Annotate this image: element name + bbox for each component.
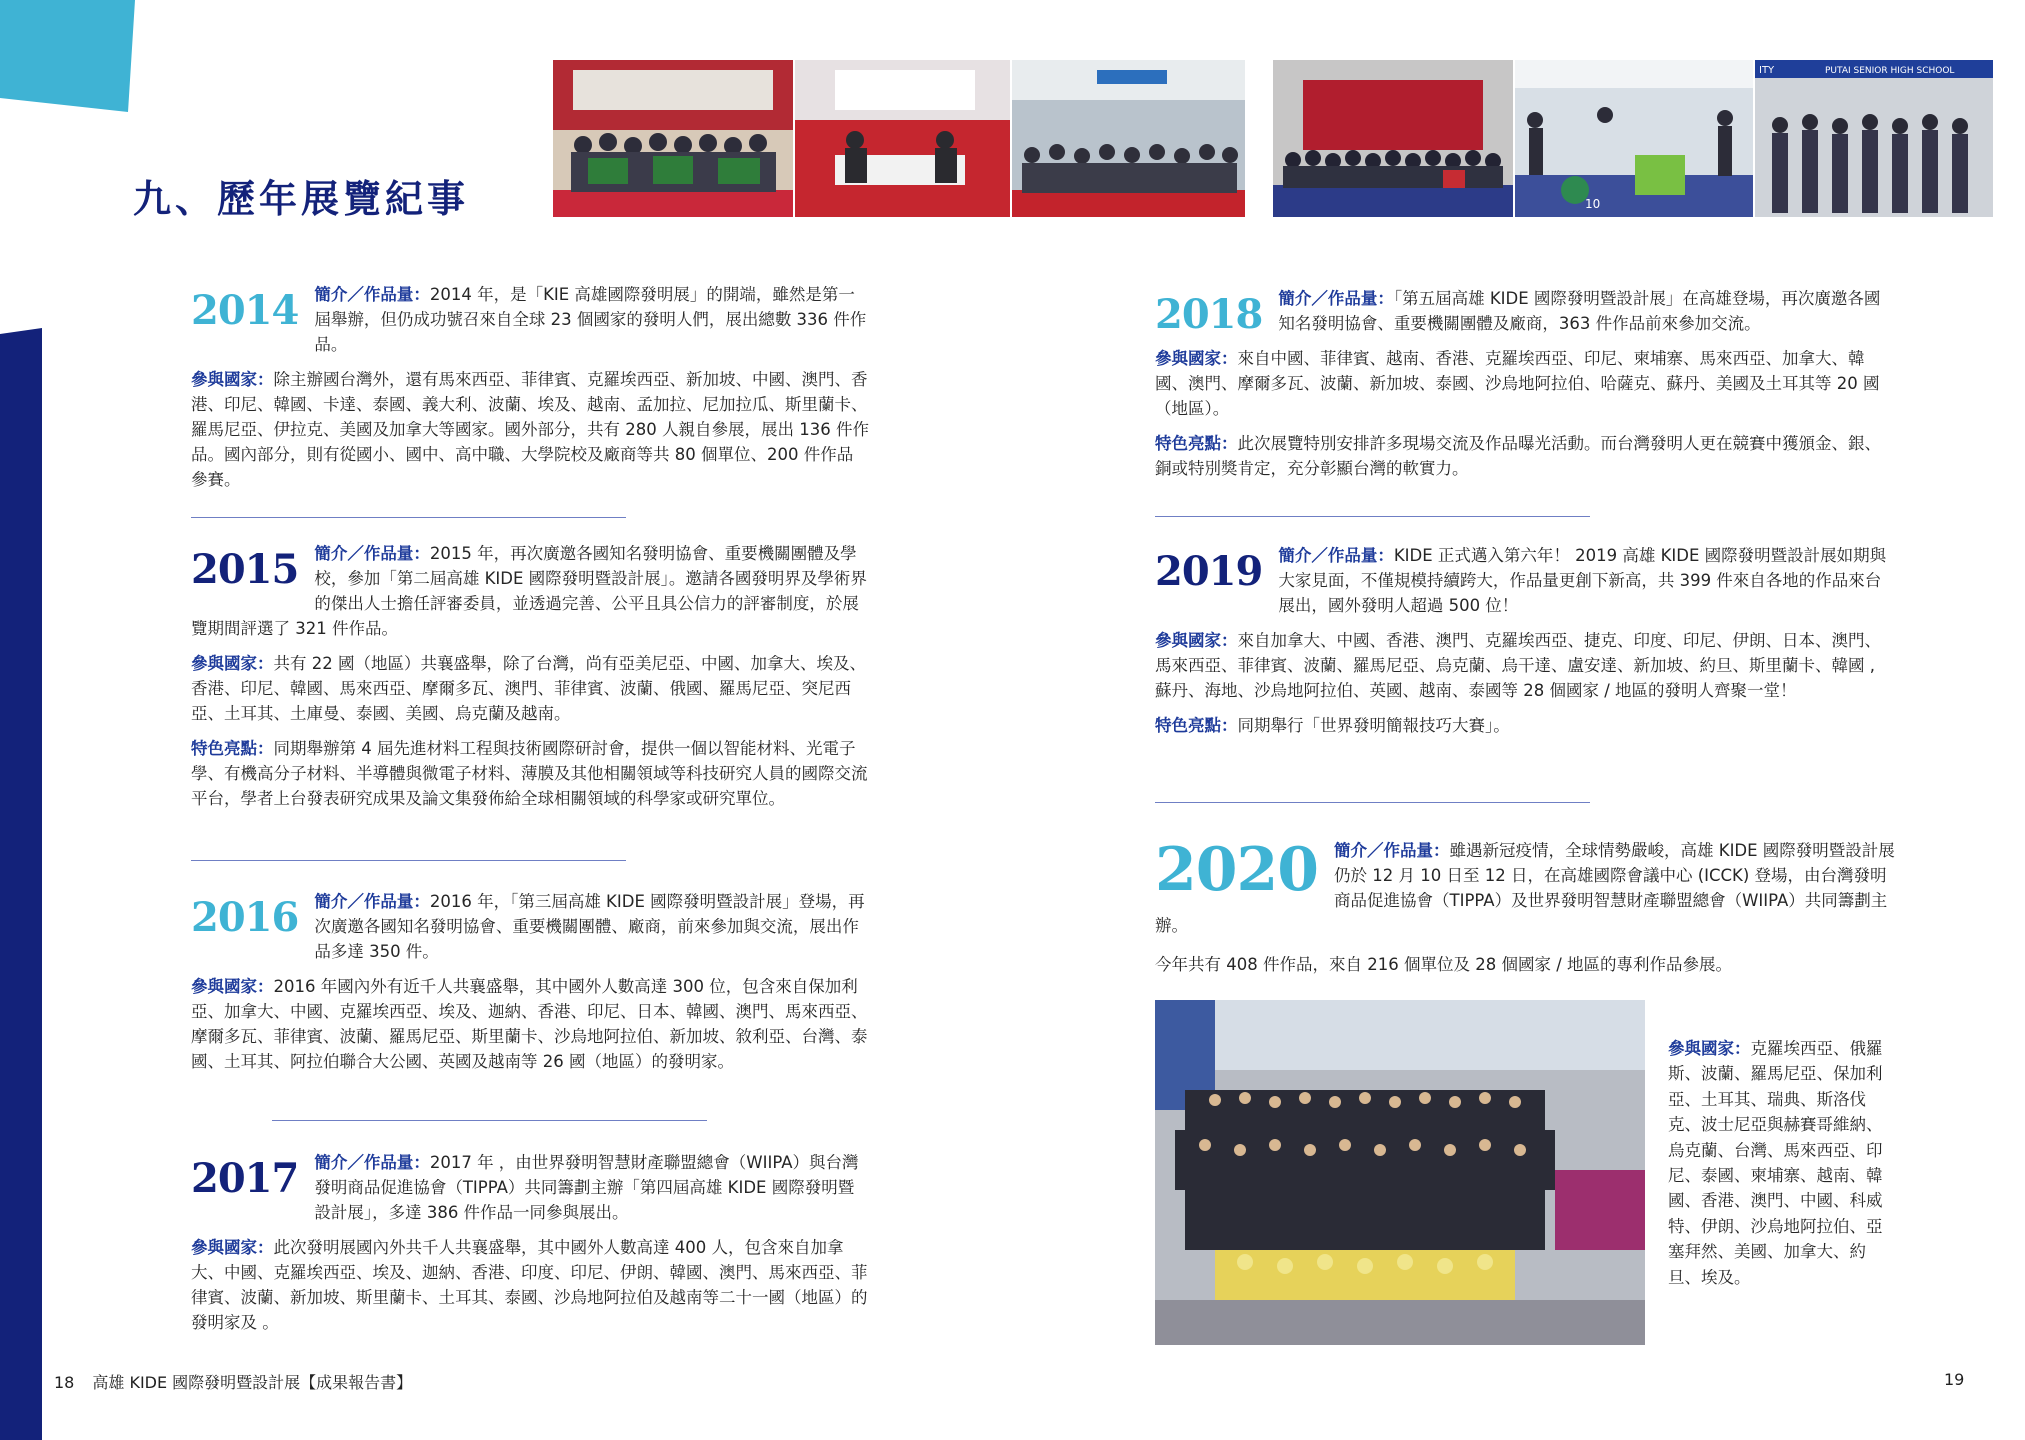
label-highlights: 特色亮點： (1155, 434, 1238, 453)
entry-intro-text: 2016 年，「第三屆高雄 KIDE 國際發明暨設計展」登場，再次廣邀各國知名發明協會、重要機關團體、廠商，前來參加與交流，展出作品多達 350 件。 (314, 892, 865, 961)
entry-countries-text: 除主辦國台灣外，還有馬來西亞、菲律賓、克羅埃西亞、新加坡、中國、澳門、香港、印尼、韓國、卡達、泰國、義大利、波蘭、埃及、越南、孟加拉、尼加拉瓜、斯里蘭卡、羅馬尼亞、伊拉克、美國及加拿大等國家。國外部分，共有 280 人親自參展，展出 136 件作品。國內部分，則有從國小、國中、高中職、大學院校及廠商等共 80 個單位、200 件作品參賽。 (191, 370, 869, 489)
book-title: 高雄 KIDE 國際發明暨設計展【成果報告書】 (92, 1373, 413, 1392)
entry-intro-text: KIDE 正式邁入第六年！ 2019 高雄 KIDE 國際發明暨設計展如期與大家見面，不僅規模持續跨大，作品量更創下新高，共 399 件來自各地的作品來台展出，國外發明人超過 500 位！ (1278, 546, 1887, 615)
label-countries: 參與國家： (1155, 349, 1238, 368)
entry-summary-text: 今年共有 408 件作品，來自 216 個單位及 28 個國家 / 地區的專利作品參展。 (1155, 955, 1733, 974)
label-intro: 簡介／作品量： (314, 544, 430, 563)
year-heading: 2020 (1155, 835, 1318, 905)
year-heading: 2017 (191, 1155, 299, 1202)
label-intro: 簡介／作品量： (1278, 546, 1394, 565)
entry-intro-text: 「第五屆高雄 KIDE 國際發明暨設計展」在高雄登場，再次廣邀各國知名發明協會、重要機關團體及廠商，363 件作品前來參加交流。 (1278, 289, 1881, 333)
label-countries: 參與國家： (191, 977, 274, 996)
label-countries: 參與國家： (191, 370, 274, 389)
separator-line (1155, 516, 1590, 517)
label-intro: 簡介／作品量： (1278, 289, 1394, 308)
entry-highlights-text: 同期舉辦第 4 屆先進材料工程與技術國際研討會，提供一個以智能材料、光電子學、有機高分子材料、半導體與微電子材料、薄膜及其他相關領域等科技研究人員的國際交流平台，學者上台發表研究成果及論文集發佈給全球相關領域的科學家或研究單位。 (191, 739, 868, 808)
year-heading: 2019 (1155, 548, 1263, 595)
entry-2019 (1155, 543, 1895, 748)
entry-2015 (191, 541, 869, 821)
label-countries: 參與國家： (191, 654, 274, 673)
label-intro: 簡介／作品量： (314, 1153, 430, 1172)
label-highlights: 特色亮點： (191, 739, 274, 758)
footer-left (54, 1370, 412, 1393)
separator-line (1155, 802, 1590, 803)
entry-2014 (191, 282, 869, 502)
photo-booth-exhibit (1515, 60, 1753, 217)
entry-intro-text: 2017 年 ，由世界發明智慧財產聯盟總會（WIIPA）與台灣發明商品促進協會（TIPPA）共同籌劃主辦「第四屆高雄 KIDE 國際發明暨設計展」，多達 386 件作品一同參與展出。 (314, 1153, 859, 1222)
label-countries: 參與國家： (1668, 1039, 1751, 1058)
entry-2016 (191, 889, 869, 1084)
year-heading: 2016 (191, 894, 299, 941)
label-countries: 參與國家： (191, 1238, 274, 1257)
entry-countries-text: 來自加拿大、中國、香港、澳門、克羅埃西亞、捷克、印度、印尼、伊朗、日本、澳門、馬來西亞、菲律賓、波蘭、羅馬尼亞、烏克蘭、烏干達、盧安達、新加坡、約旦、斯里蘭卡、韓國 , 蘇丹、海地、沙烏地阿拉伯、英國、越南、泰國等 28 個國家 / 地區的發明人齊聚一堂！ (1155, 631, 1881, 700)
separator-line (191, 517, 626, 518)
label-highlights: 特色亮點： (1155, 716, 1238, 735)
year-heading: 2018 (1155, 291, 1263, 338)
page-number-left: 18 (54, 1373, 75, 1392)
entry-countries-text: 克羅埃西亞、俄羅斯、波蘭、羅馬尼亞、保加利亞、土耳其、瑞典、斯洛伐克、波士尼亞與赫賽哥維納、烏克蘭、台灣、馬來西亞、印尼、泰國、柬埔寨、越南、韓國、香港、澳門、中國、科威特、伊朗、沙烏地阿拉伯、亞塞拜然、美國、加拿大、約旦、埃及。 (1668, 1039, 1883, 1287)
entry-intro-text: 雖遇新冠疫情，全球情勢嚴峻，高雄 KIDE 國際發明暨設計展仍於 12 月 10 日至 12 日，在高雄國際會議中心 (ICCK) 登場，由台灣發明商品促進協會（TIPPA）及世界發明智慧財產聯盟總會（WIIPA）共同籌劃主辦。 (1155, 841, 1895, 935)
page-number-right: 19 (1944, 1370, 1965, 1389)
entry-countries-text: 共有 22 國（地區）共襄盛舉，除了台灣，尚有亞美尼亞、中國、加拿大、埃及、香港、印尼、韓國、馬來西亞、摩爾多瓦、澳門、菲律賓、波蘭、俄國、羅馬尼亞、突尼西亞、土耳其、土庫曼、泰國、美國、烏克蘭及越南。 (191, 654, 866, 723)
label-intro: 簡介／作品量： (1334, 841, 1450, 860)
entry-countries-text: 來自中國、菲律賓、越南、香港、克羅埃西亞、印尼、柬埔寨、馬來西亞、加拿大、韓國、澳門、摩爾多瓦、波蘭、新加坡、泰國、沙烏地阿拉伯、哈薩克、蘇丹、美國及土耳其等 20 國（地區）。 (1155, 349, 1880, 418)
photo-badge-text: 10 (1585, 197, 1601, 211)
photo-sign-left: ITY (1759, 65, 1775, 76)
photo-hall-crowd (1012, 60, 1245, 217)
decorative-cyan-shape (0, 0, 135, 112)
label-intro: 簡介／作品量： (314, 892, 430, 911)
entry-2017 (191, 1150, 869, 1345)
label-intro: 簡介／作品量： (314, 285, 430, 304)
year-heading: 2014 (191, 287, 299, 334)
separator-line (191, 860, 626, 861)
page-title: 九、歷年展覽紀事 (133, 176, 470, 221)
label-countries: 參與國家： (1155, 631, 1238, 650)
separator-line (272, 1120, 707, 1121)
photo-interview (795, 60, 1010, 217)
entry-countries-text: 此次發明展國內外共千人共襄盛舉，其中國外人數高達 400 人，包含來自加拿大、中國、克羅埃西亞、埃及、迦納、香港、印度、印尼、伊朗、韓國、澳門、馬來西亞、菲律賓、波蘭、新加坡、斯里蘭卡、土耳其、泰國、沙烏地阿拉伯及越南等二十一國（地區）的發明家及 。 (191, 1238, 868, 1332)
entry-intro-text: 2015 年，再次廣邀各國知名發明協會、重要機關團體及學校，參加「第二屆高雄 KIDE 國際發明暨設計展」。邀請各國發明界及學術界的傑出人士擔任評審委員，並透過完善、公平且具公信力的評審制度，於展覽期間評選了 321 件作品。 (191, 544, 867, 638)
decorative-navy-band (0, 328, 42, 1440)
entry-2020 (1155, 835, 1895, 987)
entry-highlights-text: 同期舉行「世界發明簡報技巧大賽」。 (1237, 716, 1510, 735)
entry-2018 (1155, 286, 1895, 491)
photo-sign-school: PUTAI SENIOR HIGH SCHOOL (1825, 66, 1955, 76)
year-heading: 2015 (191, 546, 299, 593)
entry-intro-text: 2014 年，是「KIE 高雄國際發明展」的開端，雖然是第一屆舉辦，但仍成功號召來自全球 23 個國家的發明人們，展出總數 336 件作品。 (314, 285, 867, 354)
entry-2020-countries (1668, 1036, 1898, 1290)
photo-group-award (553, 60, 793, 217)
photo-putai-school (1755, 60, 1993, 217)
photo-2020-crowd (1155, 1000, 1645, 1345)
entry-countries-text: 2016 年國內外有近千人共襄盛舉，其中國外人數高達 300 位，包含來自保加利亞、加拿大、中國、克羅埃西亞、埃及、迦納、香港、印尼、日本、韓國、澳門、馬來西亞、摩爾多瓦、菲律賓、波蘭、羅馬尼亞、斯里蘭卡、沙烏地阿拉伯、新加坡、敘利亞、台灣、泰國、土耳其、阿拉伯聯合大公國、英國及越南等 26 國（地區）的發明家。 (191, 977, 868, 1071)
entry-highlights-text: 此次展覽特別安排許多現場交流及作品曝光活動。而台灣發明人更在競賽中獲頒金、銀、銅或特別獎肯定，充分彰顯台灣的軟實力。 (1155, 434, 1881, 478)
photo-opening-ceremony (1273, 60, 1513, 217)
